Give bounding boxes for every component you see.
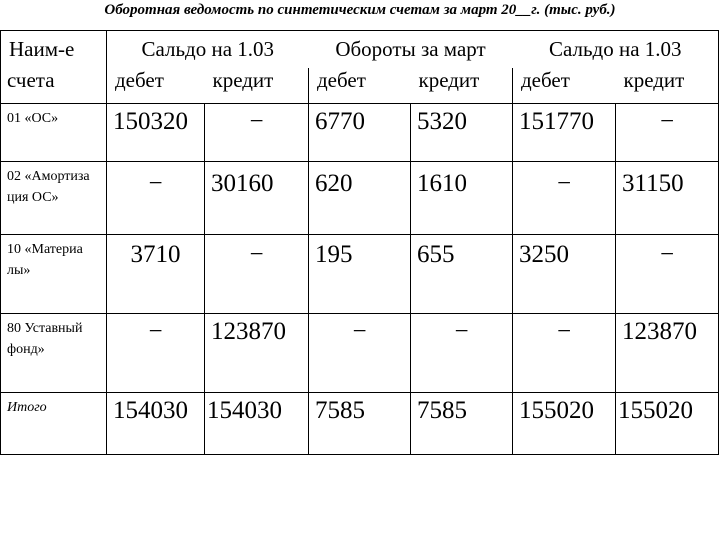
closing-debit-cell: 3250: [513, 235, 616, 314]
closing-credit-cell: −: [616, 235, 719, 314]
opening-credit-cell: 30160: [205, 162, 309, 235]
account-name: 80 Уставный фонд»: [1, 314, 107, 393]
table-row: [1, 314, 719, 393]
opening-debit-cell: 154030: [107, 393, 205, 455]
header-opening-credit: кредит: [205, 68, 309, 104]
opening-credit-cell: 154030: [205, 393, 309, 455]
opening-debit-cell: −: [107, 162, 205, 235]
opening-debit-cell: −: [107, 314, 205, 393]
table-row: [1, 162, 719, 235]
closing-debit-cell: 151770: [513, 104, 616, 162]
account-name: 10 «Материа лы»: [1, 235, 107, 314]
header-account-name: Наим-е: [1, 31, 107, 69]
header-opening-debit: дебет: [107, 68, 205, 104]
header-turnover-debit: дебет: [309, 68, 411, 104]
turnover-credit-cell: 7585: [411, 393, 513, 455]
turnover-credit-cell: 5320: [411, 104, 513, 162]
header-row-groups: [1, 31, 719, 69]
table-row: [1, 104, 719, 162]
turnover-sheet-table: [0, 30, 719, 455]
header-turnover-credit: кредит: [411, 68, 513, 104]
closing-debit-cell: 155020: [513, 393, 616, 455]
header-turnover: Обороты за март: [335, 37, 486, 61]
header-row-sub: [1, 68, 719, 104]
header-closing-debit: дебет: [513, 68, 616, 104]
account-name: 02 «Амортиза ция ОС»: [1, 162, 107, 235]
header-closing-credit: кредит: [616, 68, 719, 104]
closing-credit-cell: −: [616, 104, 719, 162]
header-account-name-line2: счета: [1, 68, 107, 104]
closing-credit-cell: 31150: [616, 162, 719, 235]
turnover-debit-cell: 195: [309, 235, 411, 314]
opening-credit-cell: −: [205, 235, 309, 314]
table-row: [1, 235, 719, 314]
account-name: Итого: [1, 393, 107, 455]
header-opening-balance: Сальдо на 1.03: [107, 31, 309, 69]
closing-debit-cell: −: [513, 162, 616, 235]
turnover-credit-cell: 655: [411, 235, 513, 314]
document-title: Оборотная ведомость по синтетическим счетам за март 20__г. (тыс. руб.): [104, 2, 616, 18]
opening-debit-cell: 3710: [107, 235, 205, 314]
turnover-debit-cell: 7585: [309, 393, 411, 455]
header-closing-balance: Сальдо на 1.03: [513, 31, 719, 69]
closing-credit-cell: 123870: [616, 314, 719, 393]
account-name: 01 «ОС»: [1, 104, 107, 162]
opening-debit-cell: 150320: [107, 104, 205, 162]
opening-credit-cell: 123870: [205, 314, 309, 393]
turnover-debit-cell: 620: [309, 162, 411, 235]
table-row-total: [1, 393, 719, 455]
opening-credit-cell: −: [205, 104, 309, 162]
turnover-credit-cell: −: [411, 314, 513, 393]
turnover-debit-cell: −: [309, 314, 411, 393]
turnover-debit-cell: 6770: [309, 104, 411, 162]
closing-debit-cell: −: [513, 314, 616, 393]
turnover-credit-cell: 1610: [411, 162, 513, 235]
closing-credit-cell: 155020: [616, 393, 719, 455]
